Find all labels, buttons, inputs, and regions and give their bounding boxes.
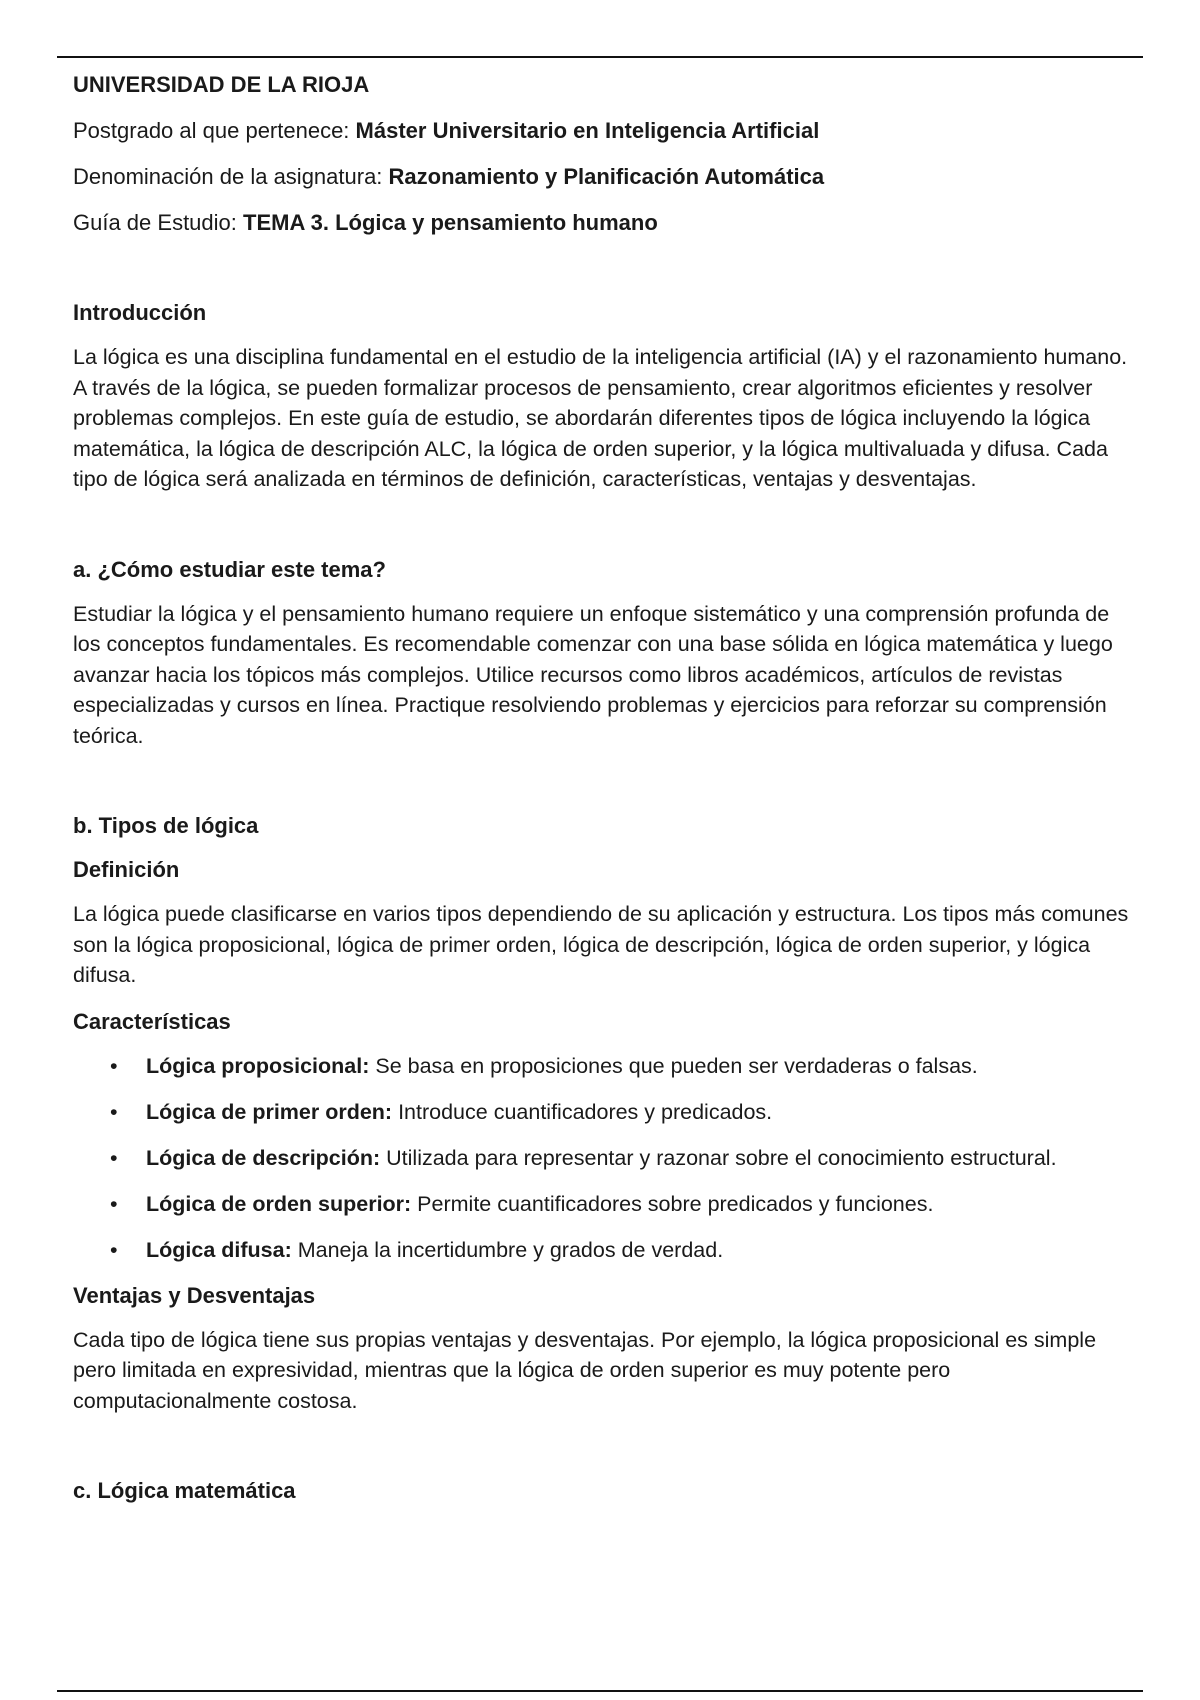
section-a-heading: a. ¿Cómo estudiar este tema? (73, 556, 386, 582)
document-page (73, 70, 1133, 1520)
intro-heading: Introducción (73, 300, 207, 325)
list-item-desc: Maneja la incertidumbre y grados de verdad. (291, 1237, 724, 1262)
list-item-term: Lógica de descripción: (146, 1145, 381, 1170)
program-line (73, 116, 1133, 146)
list-item-desc: Se basa en proposiciones que pueden ser verdaderas o falsas. (369, 1053, 978, 1078)
list-item-term: Lógica difusa: (146, 1237, 292, 1262)
list-item (73, 1143, 1133, 1173)
top-rule (57, 56, 1143, 58)
characteristics-list (73, 1051, 1133, 1265)
list-item (73, 1235, 1133, 1265)
program-value: Máster Universitario en Inteligencia Artificial (355, 118, 820, 143)
section-c-heading: c. Lógica matemática (73, 1478, 296, 1503)
program-label: Postgrado al que pertenece: (73, 118, 356, 143)
bullet-icon: • (110, 1191, 118, 1216)
list-item-desc: Introduce cuantificadores y predicados. (392, 1099, 773, 1124)
definition-heading: Definición (73, 857, 180, 882)
list-item-term: Lógica proposicional: (146, 1053, 370, 1078)
list-item-term: Lógica de primer orden: (146, 1099, 393, 1124)
course-line (73, 162, 1133, 192)
spacer (73, 1432, 1133, 1476)
list-item-term: Lógica de orden superior: (146, 1191, 412, 1216)
list-item (73, 1051, 1133, 1081)
guide-label: Guía de Estudio: (73, 210, 243, 235)
characteristics-heading: Características (73, 1008, 231, 1034)
definition-paragraph: La lógica puede clasificarse en varios tipos dependiendo de su aplicación y estructura. Los tipos más comunes son la lógica proposicional, lógica de primer orden, lógica de descripción, lógica de orden superior, y lógica difusa. (73, 902, 1129, 987)
bullet-icon: • (110, 1099, 118, 1124)
bullet-icon: • (110, 1237, 118, 1262)
course-value: Razonamiento y Planificación Automática (388, 164, 825, 189)
pros-cons-heading: Ventajas y Desventajas (73, 1282, 316, 1308)
bottom-rule (57, 1690, 1143, 1692)
bullet-icon: • (110, 1145, 118, 1170)
guide-value: TEMA 3. Lógica y pensamiento humano (243, 210, 658, 235)
spacer (73, 511, 1133, 555)
guide-line (73, 208, 1133, 238)
list-item-desc: Utilizada para representar y razonar sobre el conocimiento estructural. (380, 1145, 1057, 1170)
section-a-paragraph: Estudiar la lógica y el pensamiento humano requiere un enfoque sistemático y una comprensión profunda de los conceptos fundamentales. Es recomendable comenzar con una base sólida en lógica matemática y luego avanzar hacia los tópicos más complejos. Utilice recursos como libros académicos, artículos de revistas especializadas y cursos en línea. Practique resolviendo problemas y ejercicios para reforzar su comprensión teórica. (73, 601, 1113, 748)
university-name: UNIVERSIDAD DE LA RIOJA (73, 72, 370, 97)
spacer (73, 254, 1133, 298)
pros-cons-paragraph: Cada tipo de lógica tiene sus propias ventajas y desventajas. Por ejemplo, la lógica proposicional es simple pero limitada en expresividad, mientras que la lógica de orden superior es muy potente pero computacionalmente costosa. (73, 1327, 1097, 1413)
list-item (73, 1097, 1133, 1127)
list-item (73, 1189, 1133, 1219)
section-b-heading: b. Tipos de lógica (73, 813, 259, 838)
spacer (73, 767, 1133, 811)
bullet-icon: • (110, 1053, 118, 1078)
course-label: Denominación de la asignatura: (73, 164, 389, 189)
intro-paragraph: La lógica es una disciplina fundamental en el estudio de la inteligencia artificial (IA) y el razonamiento humano. A través de la lógica, se pueden formalizar procesos de pensamiento, crear algoritmos eficientes y resolver problemas complejos. En este guía de estudio, se abordarán diferentes tipos de lógica incluyendo la lógica matemática, la lógica de descripción ALC, la lógica de orden superior, y la lógica multivaluada y difusa. Cada tipo de lógica será analizada en términos de definición, características, ventajas y desventajas. (73, 345, 1128, 491)
list-item-desc: Permite cuantificadores sobre predicados y funciones. (411, 1191, 934, 1216)
